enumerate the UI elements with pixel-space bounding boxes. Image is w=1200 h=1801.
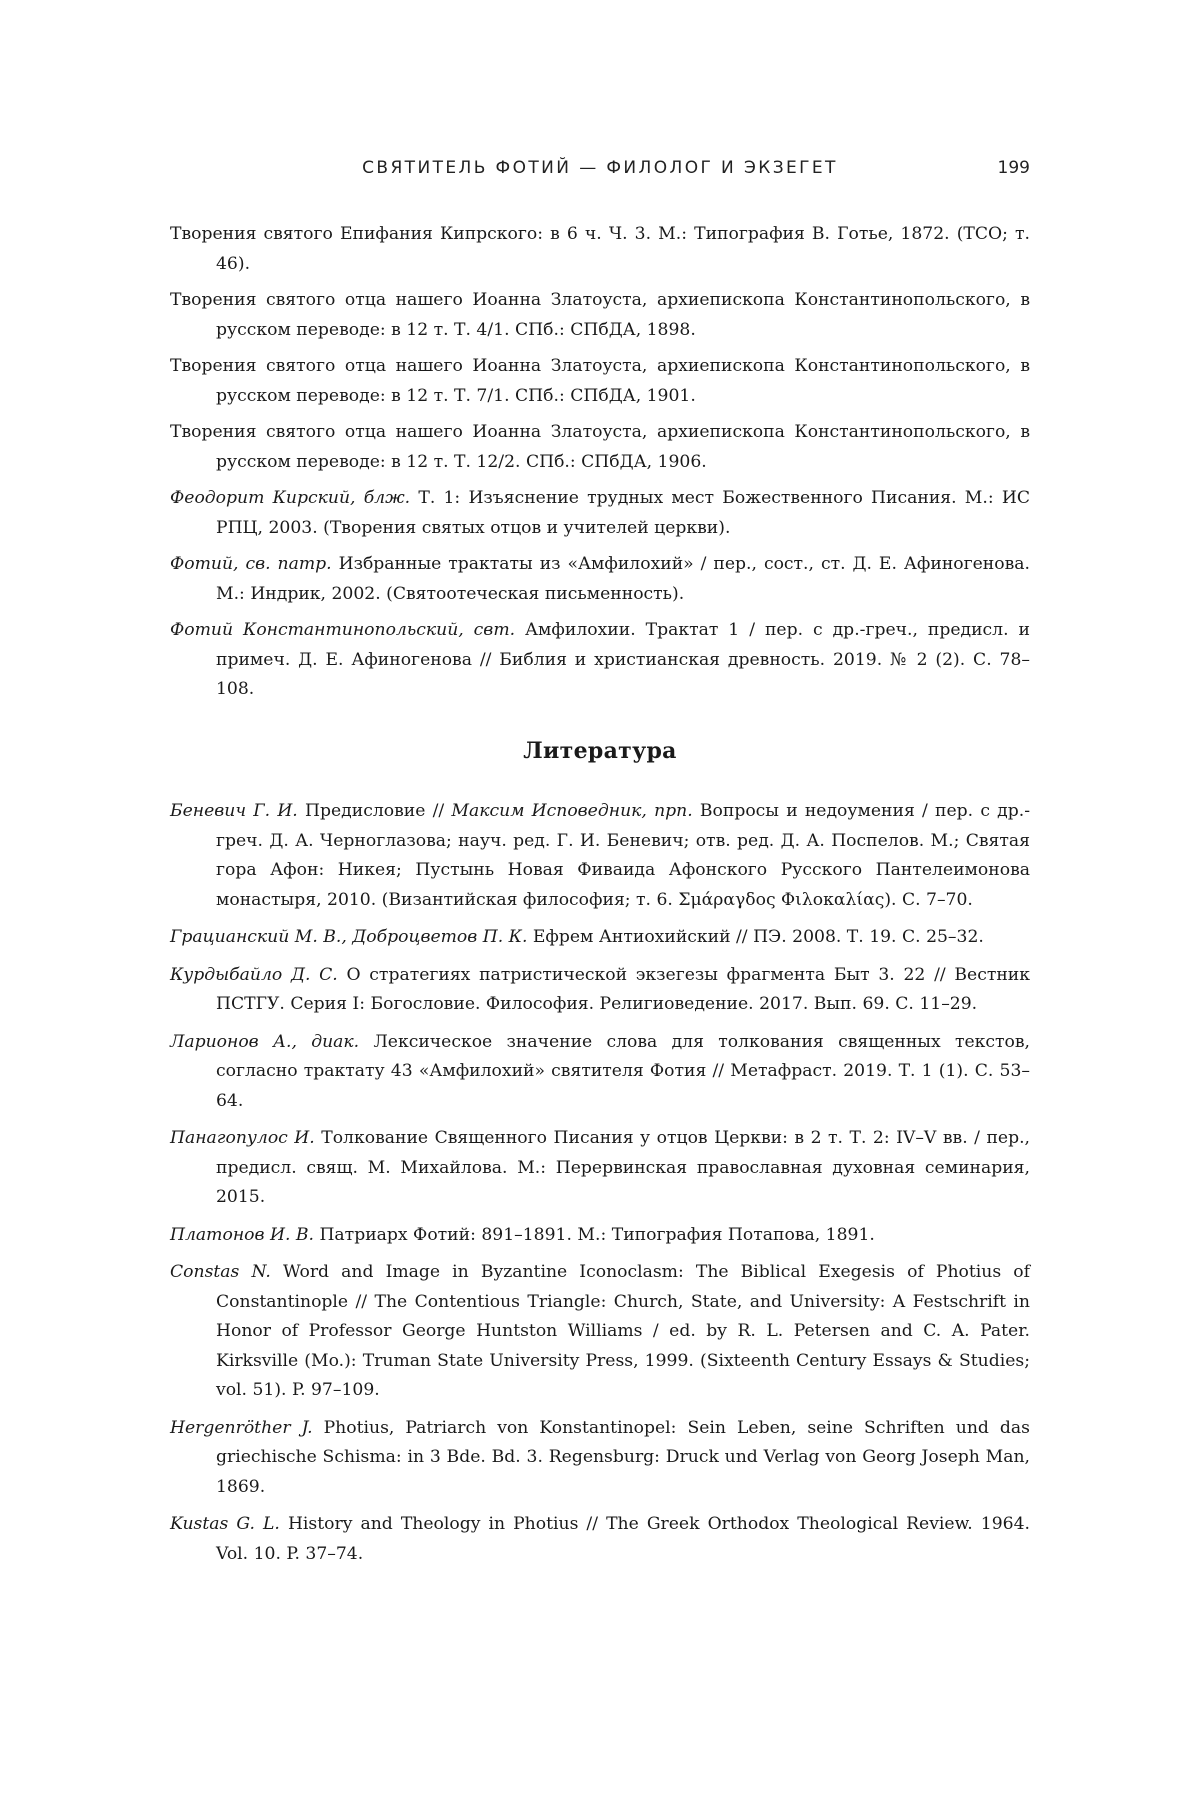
source-entry — [170, 550, 1030, 609]
literature-list — [170, 797, 1030, 1577]
entry-author: Феодорит Кирский, блж. — [170, 488, 411, 508]
entry-text: Патриарх Фотий: 891–1891. М.: Типография Потапова, 1891. — [313, 1224, 875, 1245]
source-entry — [170, 286, 1030, 345]
source-entry — [170, 418, 1030, 477]
literature-entry — [170, 797, 1030, 915]
entry-text: Ефрем Антиохийский // ПЭ. 2008. Т. 19. С. 25–32. — [527, 927, 984, 947]
entry-author: Ларионов А., диак. — [170, 1031, 360, 1052]
entry-text: History and Theology in Photius // The Greek Orthodox Theological Review. 1964. Vol. 10. P. 37–74. — [216, 1514, 1030, 1564]
entry-author: Панагопулос И. — [170, 1128, 315, 1148]
literature-entry — [170, 1414, 1030, 1503]
entry-author: Фотий Константинопольский, свт. — [170, 620, 516, 640]
literature-entry — [170, 1258, 1030, 1406]
page-number: 199 — [997, 158, 1030, 178]
entry-author: Hergenröther J. — [170, 1417, 313, 1438]
entry-author: Грацианский М. В., Доброцветов П. К. — [170, 927, 528, 947]
entry-author: Беневич Г. И. — [170, 801, 298, 821]
entry-text: Photius, Patriarch von Konstantinopel: Sein Leben, seine Schriften und das griechische Schisma: in 3 Bde. Bd. 3. Regensburg: Druck und Verlag von Georg Joseph Man, 1869. — [216, 1417, 1030, 1497]
source-entry — [170, 220, 1030, 279]
literature-entry — [170, 1221, 1030, 1251]
entry-text: Творения святого отца нашего Иоанна Златоуста, архиепископа Константинопольского, в русском переводе: в 12 т. Т. 12/2. СПб.: СПбДА, 1906. — [170, 422, 1030, 472]
entry-text: Творения святого Епифания Кипрского: в 6 ч. Ч. 3. М.: Типография В. Готье, 1872. (ТСО; т. 46). — [170, 224, 1030, 274]
entry-text: Word and Image in Byzantine Iconoclasm: The Biblical Exegesis of Photius of Constantinople // The Contentious Triangle: Church, State, and University: A Festschrift in Honor of Professor George Huntston Williams / ed. by R. L. Petersen and C. A. Pater. Kirksville (Mo.): Truman State University Press, 1999. (Sixteenth Century Essays & Studies; vol. 51). P. 97–109. — [216, 1262, 1030, 1400]
entry-text: Т. 1: Изъяснение трудных мест Божественного Писания. М.: ИС РПЦ, 2003. (Творения святых отцов и учителей церкви). — [216, 488, 1031, 538]
entry-author: Платонов И. В. — [170, 1224, 314, 1245]
entry-text: Творения святого отца нашего Иоанна Златоуста, архиепископа Константинопольского, в русском переводе: в 12 т. Т. 4/1. СПб.: СПбДА, 1898. — [170, 290, 1030, 340]
literature-entry — [170, 1028, 1030, 1117]
entry-text: Избранные трактаты из «Амфилохий» / пер., сост., ст. Д. Е. Афиногенова. М.: Индрик, 2002. (Святоотеческая письменность). — [216, 554, 1030, 604]
entry-text: Творения святого отца нашего Иоанна Златоуста, архиепископа Константинопольского, в русском переводе: в 12 т. Т. 7/1. СПб.: СПбДА, 1901. — [170, 356, 1030, 406]
literature-entry — [170, 923, 1030, 953]
entry-author-secondary: Максим Исповедник, прп. — [451, 801, 693, 821]
entry-text: Лексическое значение слова для толкования священных текстов, согласно трактату 43 «Амфилохий» святителя Фотия // Метафраст. 2019. Т. 1 (1). С. 53–64. — [216, 1031, 1030, 1111]
running-header — [170, 158, 1030, 188]
source-entry — [170, 352, 1030, 411]
entry-author: Фотий, св. патр. — [170, 554, 332, 574]
entry-author: Курдыбайло Д. С. — [170, 964, 338, 985]
literature-heading: Литература — [523, 738, 677, 764]
running-title: СВЯТИТЕЛЬ ФОТИЙ — ФИЛОЛОГ И ЭКЗЕГЕТ — [362, 158, 838, 178]
source-entry — [170, 484, 1030, 543]
entry-author: Constas N. — [170, 1262, 271, 1282]
literature-entry — [170, 1124, 1030, 1213]
source-entry — [170, 616, 1030, 705]
sources-list — [170, 220, 1030, 712]
entry-text: Толкование Священного Писания у отцов Церкви: в 2 т. Т. 2: IV–V вв. / пер., предисл. свящ. М. Михайлова. М.: Перервинская православная духовная семинария, 2015. — [216, 1128, 1030, 1207]
literature-entry — [170, 961, 1030, 1020]
literature-entry — [170, 1510, 1030, 1569]
entry-text: Предисловие // — [297, 801, 452, 821]
entry-text: Амфилохии. Трактат 1 / пер. с др.-греч., предисл. и примеч. Д. Е. Афиногенова // Библия и христианская древность. 2019. № 2 (2). С. 78–108. — [216, 620, 1030, 699]
entry-author: Kustas G. L. — [170, 1514, 280, 1534]
entry-text-secondary: Вопросы и недоумения / пер. с др.-греч. Д. А. Черноглазова; науч. ред. Г. И. Беневич; отв. ред. Д. А. Поспелов. М.; Святая гора Афон: Никея; Пустынь Новая Фиваида Афонского Русского Пантелеимонова монастыря, 2010. (Византийская философия; т. 6. Σμάραγδος Φιλοκαλίας). С. 7–70. — [216, 801, 1031, 910]
entry-text: О стратегиях патристической экзегезы фрагмента Быт 3. 22 // Вестник ПСТГУ. Серия I: Богословие. Философия. Религиоведение. 2017. Вып. 69. С. 11–29. — [216, 964, 1030, 1014]
